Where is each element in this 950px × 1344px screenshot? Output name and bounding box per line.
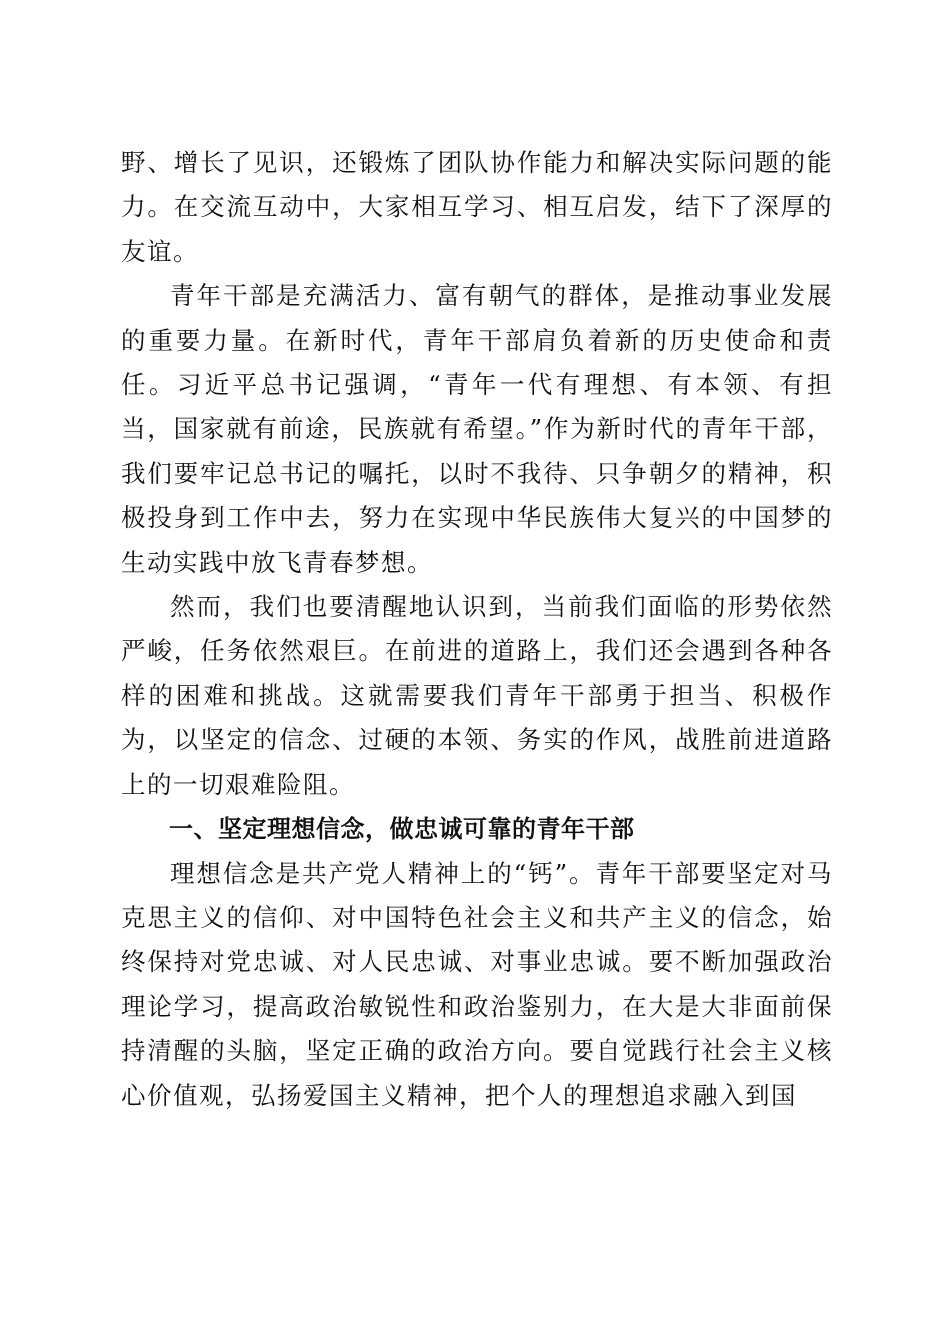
document-body (121, 141, 833, 1118)
paragraph-youth-cadres: 青年干部是充满活力、富有朝气的群体，是推动事业发展的重要力量。在新时代，青年干部肩负着新的历史使命和责任。习近平总书记强调，“青年一代有理想、有本领、有担当，国家就有前途，民族就有希望。”作为新时代的青年干部，我们要牢记总书记的嘱托，以时不我待、只争朝夕的精神，积极投身到工作中去，努力在实现中华民族伟大复兴的中国梦的生动实践中放飞青春梦想。 (121, 281, 833, 577)
paragraph-continued: 野、增长了见识，还锻炼了团队协作能力和解决实际问题的能力。在交流互动中，大家相互学习、相互启发，结下了深厚的友谊。 (121, 148, 833, 266)
section-heading-1: 一、坚定理想信念，做忠诚可靠的青年干部 (169, 815, 635, 844)
paragraph-challenges: 然而，我们也要清醒地认识到，当前我们面临的形势依然严峻，任务依然艰巨。在前进的道路上，我们还会遇到各种各样的困难和挑战。这就需要我们青年干部勇于担当、积极作为，以坚定的信念、过硬的本领、务实的作风，战胜前进道路上的一切艰难险阻。 (121, 592, 833, 799)
paragraph-ideals-beliefs: 理想信念是共产党人精神上的“钙”。青年干部要坚定对马克思主义的信仰、对中国特色社会主义和共产主义的信念，始终保持对党忠诚、对人民忠诚、对事业忠诚。要不断加强政治理论学习，提高政治敏锐性和政治鉴别力，在大是大非面前保持清醒的头脑，坚定正确的政治方向。要自觉践行社会主义核心价值观，弘扬爱国主义精神，把个人的理想追求融入到国 (121, 858, 833, 1110)
